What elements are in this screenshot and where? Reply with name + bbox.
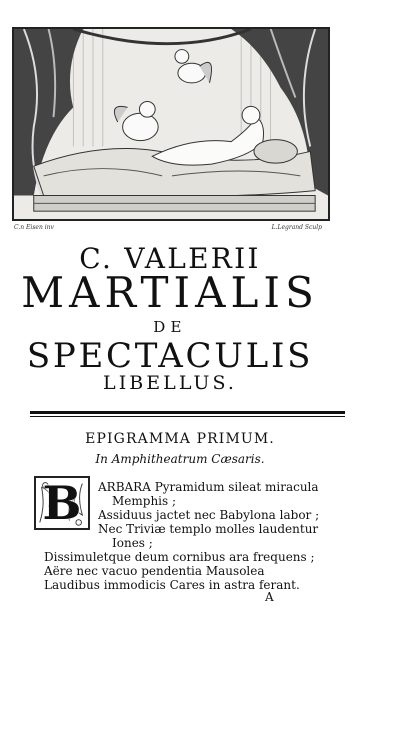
catchword: A [265, 590, 274, 604]
title-author-name: MARTIALIS [21, 268, 319, 317]
epigram-heading: EPIGRAMMA PRIMUM. [85, 431, 275, 447]
initial-letter: B [42, 476, 82, 530]
title-libellus: LIBELLUS. [103, 372, 237, 394]
engraving-credit-right: L.Legrand Sculp [271, 224, 322, 231]
verse-line-4: Nec Triviæ templo molles laudentur [98, 522, 319, 536]
verse-line-1: ARBARA Pyramidum sileat miracula [98, 480, 319, 494]
engraving-credit-left: C.n Eisen inv [14, 224, 54, 231]
verse-line-2: Memphis ; [112, 494, 177, 508]
frontispiece-engraving [12, 27, 330, 221]
verse-line-5: Iones ; [112, 536, 153, 550]
verse-line-7: Aëre nec vacuo pendentia Mausolea [44, 564, 265, 578]
verse-line-8: Laudibus immodicis Cares in astra ferant. [44, 578, 300, 592]
title-spectaculis: SPECTACULIS [26, 336, 314, 376]
title-author-praenomen: C. VALERII [79, 242, 261, 275]
title-rule-thin [30, 416, 345, 417]
verse-line-6: Dissimuletque deum cornibus ara frequens ; [44, 550, 315, 564]
engraving-illustration [14, 29, 328, 219]
verse-line-3: Assiduus jactet nec Babylona labor ; [98, 508, 320, 522]
epigram-subheading: In Amphitheatrum Cæsaris. [95, 452, 265, 466]
title-rule-thick [30, 411, 345, 414]
title-de: DE [153, 318, 187, 336]
decorated-initial [34, 476, 90, 530]
